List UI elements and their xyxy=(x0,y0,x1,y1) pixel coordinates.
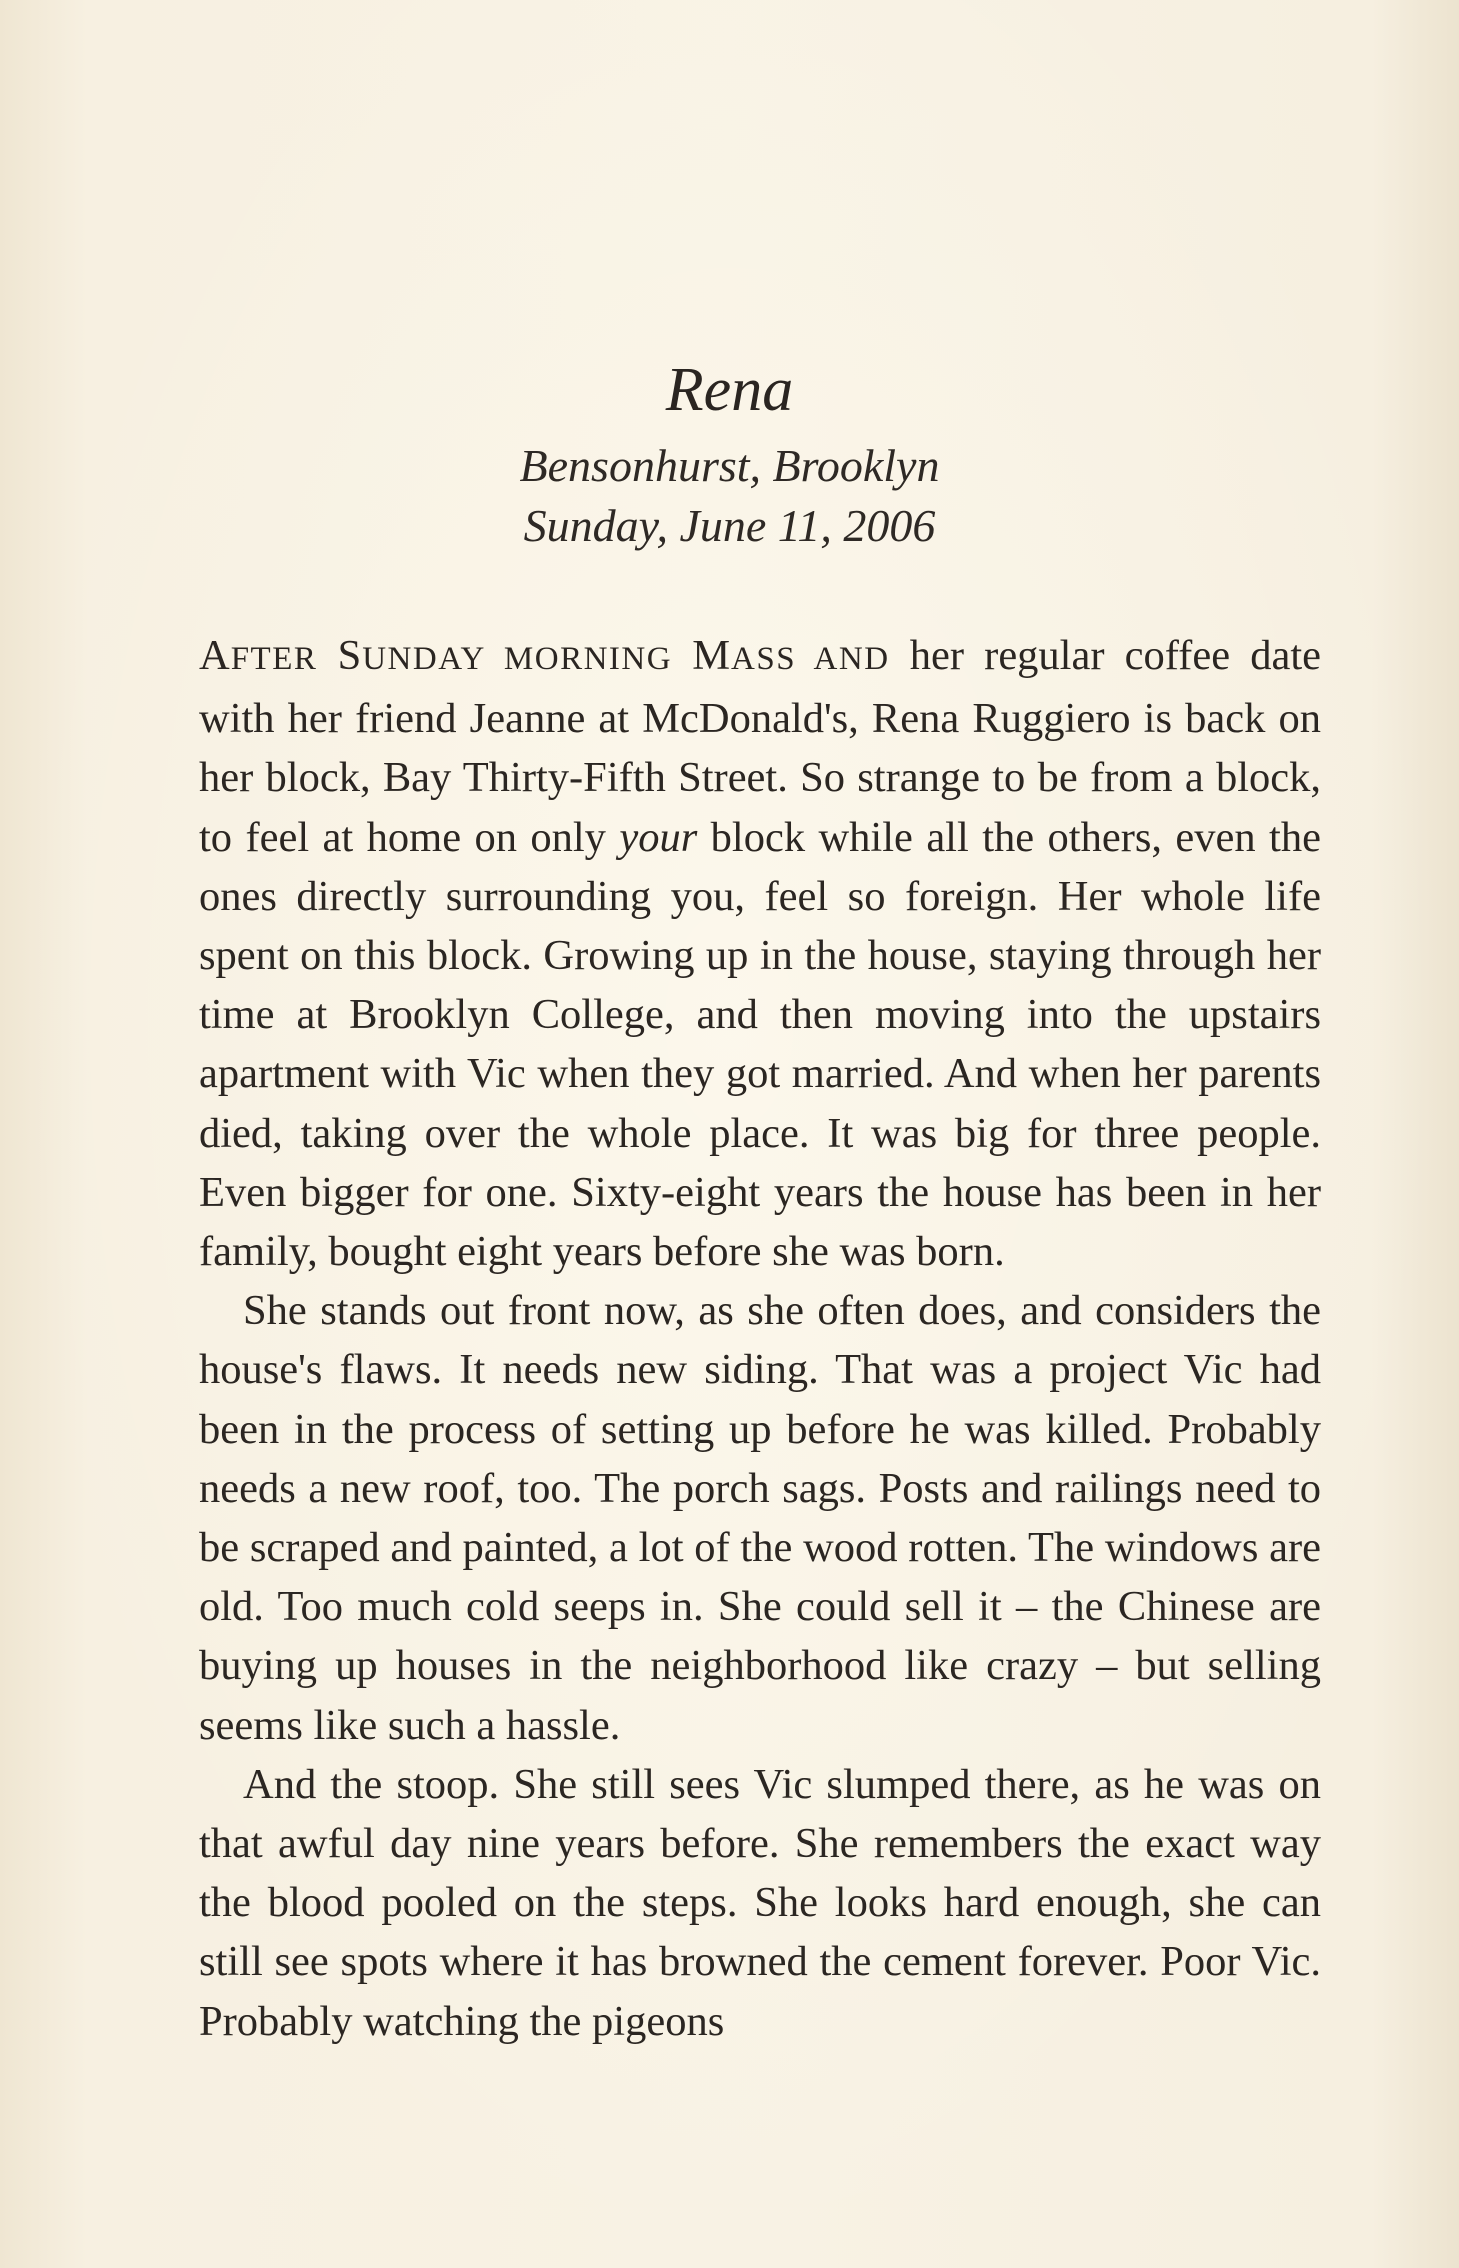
smallcaps-cap: A xyxy=(199,632,231,679)
body-text xyxy=(199,626,1321,2051)
paragraph-2: She stands out front now, as she often does, and considers the house's flaws. It needs new siding. That was a project Vic had been in the process of setting up before he was killed. Probably needs a new roof, too. The porch sags. Posts and railings need to be scraped and painted, a lot of the wood rotten. The windows are old. Too much cold seeps in. She could sell it – the Chinese are buying up houses in the neighborhood like crazy – but selling seems like such a hassle. xyxy=(199,1287,1321,1749)
smallcaps-cap: M xyxy=(692,632,732,679)
smallcaps-cap: S xyxy=(337,632,363,679)
smallcaps-text: ASS AND xyxy=(731,641,890,677)
chapter-title: Rena xyxy=(665,356,794,424)
chapter-date: Sunday, June 11, 2006 xyxy=(523,500,936,551)
emphasis-text: your xyxy=(619,813,698,861)
smallcaps-text: UNDAY MORNING xyxy=(362,641,673,677)
paragraph-3: And the stoop. She still sees Vic slumped there, as he was on that awful day nine years before. She remembers the exact way the blood pooled on the steps. She looks hard enough, she can still see spots where it has browned the cement forever. Poor Vic. Probably watching the pigeons xyxy=(199,1760,1321,2045)
paragraph-text: block while all the others, even the ones directly surrounding you, feel so foreign. Her whole life spent on this block. Growing up in the house, staying through her time at Brooklyn College, and then moving into the upstairs apartment with Vic when they got married. And when her parents died, taking over the whole place. It was big for three people. Even bigger for one. Sixty-eight years the house has been in her family, bought eight years before she was born. xyxy=(199,813,1321,1276)
smallcaps-text: FTER xyxy=(230,641,318,677)
chapter-location: Bensonhurst, Brooklyn xyxy=(519,440,940,491)
paragraph-1 xyxy=(199,626,1321,1281)
paragraph-text: her regular coffee date with her friend Jeanne at McDonald's, Rena Ruggiero is back on her block, Bay Thirty-Fifth Street. So strange to be from a block, to feel at home on only xyxy=(199,632,1322,861)
